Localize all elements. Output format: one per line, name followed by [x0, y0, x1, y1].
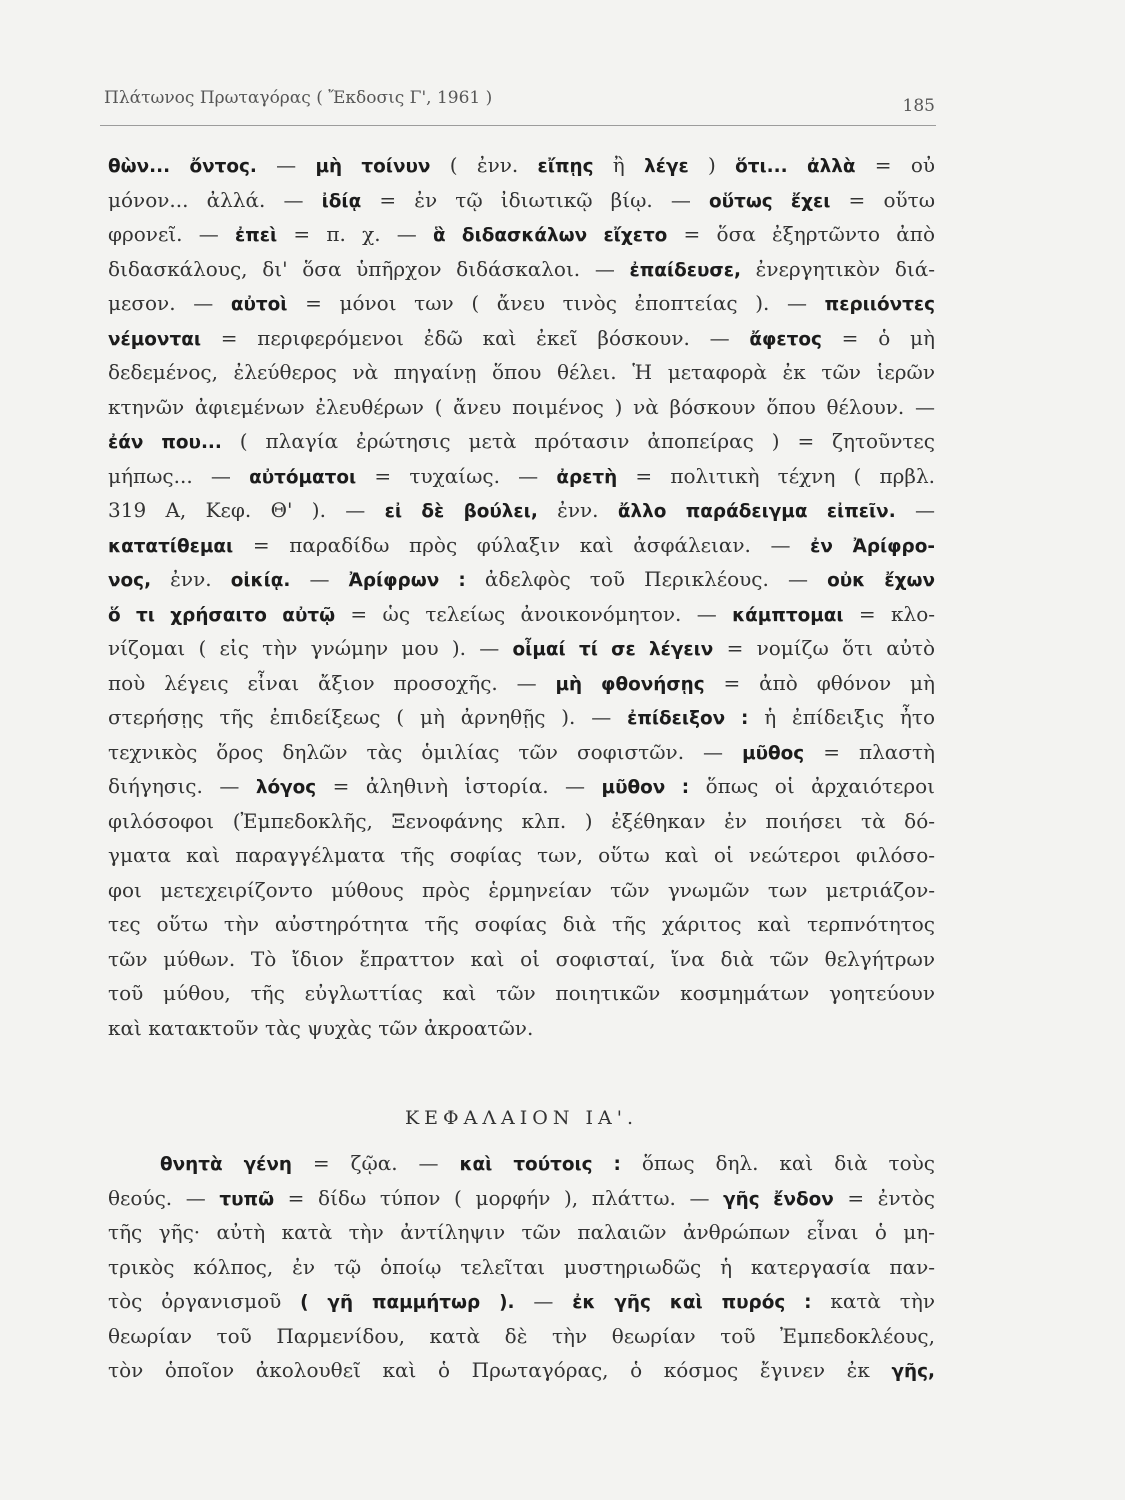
lemma-term: ἐκ γῆς καὶ πυρός :	[572, 1292, 812, 1313]
gloss-text: ἡ ἐπίδειξις ἦτο	[748, 705, 935, 729]
text-line	[108, 1215, 935, 1250]
lemma-term: καὶ τούτοις :	[459, 1154, 621, 1175]
gloss-text: δεδεμένος, ἐλεύθερος νὰ πηγαίνῃ ὅπου θέλει. Ἡ μεταφορὰ ἐκ τῶν ἱερῶν	[108, 360, 935, 384]
gloss-text: μεσον. —	[108, 291, 231, 315]
gloss-text: )	[688, 153, 736, 177]
lemma-term: κατατίθεμαι	[108, 535, 234, 557]
lemma-term: λόγος	[255, 777, 317, 798]
lemma-term: ἄλλο παράδειγμα εἰπεῖν.	[617, 501, 896, 522]
text-line	[108, 666, 935, 701]
line-text	[108, 562, 935, 599]
gloss-text: καὶ κατακτοῦν τὰς ψυχὰς τῶν ἀκροατῶν.	[108, 1015, 534, 1040]
gloss-text: = ὅσα ἐξηρτῶντο ἀπὸ	[667, 222, 935, 246]
lemma-term: ἄφετος	[749, 328, 822, 350]
lemma-term: εἴπῃς	[537, 156, 594, 177]
line-text	[108, 1353, 935, 1390]
line-text	[108, 597, 935, 634]
lemma-term: θνητὰ γένη	[160, 1154, 292, 1175]
line-text	[108, 907, 935, 942]
gloss-text: —	[256, 153, 316, 177]
gloss-text: = πολιτικὴ τέχνη ( πρβλ.	[617, 463, 936, 488]
text-line	[108, 597, 935, 632]
gloss-text: = νομίζω ὅτι αὐτὸ	[713, 636, 935, 660]
line-text	[108, 390, 935, 425]
lemma-term: μὴ φθονήσῃς	[555, 673, 705, 695]
running-title: Πλάτωνος Πρωταγόρας ( Ἔκδοσις Γ', 1961 )	[104, 88, 493, 108]
lemma-term: ( γῆ παμμήτωρ ).	[300, 1292, 515, 1313]
lemma-term: μὴ τοίνυν	[315, 156, 431, 177]
gloss-text: 319 Α, Κεφ. Θ' ). —	[108, 498, 385, 522]
line-text	[108, 321, 935, 358]
line-text	[108, 493, 935, 530]
gloss-text: ὅπως δηλ. καὶ διὰ τοὺς	[620, 1151, 935, 1175]
gloss-text: κατὰ τὴν	[811, 1289, 935, 1313]
gloss-text: τοῦ μύθου, τῆς εὐγλωττίας καὶ τῶν ποιητικῶν κοσμημάτων γοητεύουν	[108, 981, 935, 1005]
line-text	[108, 252, 935, 289]
gloss-text: τεχνικὸς ὅρος δηλῶν τὰς ὁμιλίας τῶν σοφιστῶν. —	[108, 739, 743, 764]
chapter-heading: ΚΕΦΑΛΑΙΟΝ ΙΑ'.	[404, 1107, 639, 1129]
gloss-text: διήγησις. —	[108, 774, 256, 798]
lemma-term: μῦθος	[742, 742, 805, 764]
text-line	[108, 769, 935, 804]
page-number: 185	[902, 96, 935, 116]
line-text	[108, 1215, 935, 1250]
gloss-text: τὸν ὁποῖον ἀκολουθεῖ καὶ ὁ Πρωταγόρας, ὁ κόσμος ἔγινεν ἐκ	[108, 1358, 892, 1382]
text-line	[108, 976, 935, 1011]
commentary-block	[108, 148, 935, 1045]
gloss-text: ἐνν.	[537, 498, 618, 522]
gloss-text: τῆς γῆς· αὐτὴ κατὰ τὴν ἀντίληψιν τῶν παλαιῶν ἀνθρώπων εἶναι ὁ μη-	[108, 1220, 935, 1244]
lemma-term: ἐν Ἀρίφρο-	[810, 535, 935, 557]
gloss-text: φοι μετεχειρίζοντο μύθους πρὸς ἑρμηνείαν τῶν γνωμῶν των μετριάζον-	[108, 877, 935, 902]
line-text	[108, 459, 935, 496]
line-text	[108, 873, 935, 908]
line-text	[160, 1146, 935, 1183]
text-line	[108, 1284, 935, 1319]
running-header	[104, 88, 935, 120]
text-line	[108, 528, 935, 563]
text-line	[108, 735, 935, 770]
text-line	[108, 804, 935, 839]
lemma-term: λέγε	[644, 156, 689, 177]
gloss-text: θεωρίαν τοῦ Παρμενίδου, κατὰ δὲ τὴν θεωρίαν τοῦ Ἐμπεδοκλέους,	[108, 1323, 935, 1348]
gloss-text: —	[514, 1289, 573, 1313]
lemma-term: αὐτόματοι	[249, 466, 357, 488]
text-line	[108, 942, 935, 977]
gloss-text: = οὐ	[855, 153, 936, 177]
gloss-text: ἀδελφὸς τοῦ Περικλέους. —	[465, 567, 828, 591]
gloss-text: ὅπως οἱ ἀρχαιότεροι	[689, 774, 935, 798]
gloss-text: φιλόσοφοι (Ἐμπεδοκλῆς, Ξενοφάνης κλπ. ) ἐξέθηκαν ἐν ποιήσει τὰ δό-	[108, 808, 935, 833]
lemma-term: εἰ δὲ βούλει,	[384, 501, 538, 522]
text-line	[108, 1011, 935, 1046]
text-line	[108, 355, 935, 390]
line-text	[108, 838, 935, 873]
lemma-term: ἐπίδειξον :	[627, 708, 749, 729]
line-text	[108, 769, 935, 806]
lemma-term: ἐάν που...	[108, 432, 222, 453]
gloss-text: ( πλαγία ἐρώτησις μετὰ πρότασιν ἀποπείρας ) = ζητοῦντες	[221, 429, 935, 453]
gloss-text: θεούς. —	[108, 1185, 220, 1210]
text-line	[108, 562, 935, 597]
gloss-text: = οὕτω	[830, 187, 936, 212]
line-text	[108, 1181, 935, 1218]
gloss-text: = π. χ. —	[277, 222, 434, 246]
gloss-text: ( ἐνν.	[430, 153, 538, 177]
text-line	[108, 459, 935, 494]
lemma-term: γῆς,	[891, 1361, 935, 1382]
gloss-text: ἢ	[593, 153, 645, 177]
lemma-term: οὐκ ἔχων	[827, 570, 935, 591]
line-text	[108, 735, 935, 772]
lemma-term: νέμονται	[108, 328, 201, 350]
gloss-text: = ἀληθινὴ ἱστορία. —	[316, 774, 602, 798]
gloss-text: —	[895, 498, 935, 522]
gloss-text: νίζομαι ( εἰς τὴν γνώμην μου ). —	[108, 636, 513, 660]
text-line	[108, 1250, 935, 1285]
lemma-term: Ἀρίφρων :	[348, 570, 466, 591]
text-line	[108, 1353, 935, 1388]
line-text	[108, 286, 935, 323]
gloss-text: φρονεῖ. —	[108, 222, 235, 246]
lemma-term: μῦθον :	[601, 777, 690, 798]
gloss-text: κτηνῶν ἀφιεμένων ἐλευθέρων ( ἄνευ ποιμένος ) νὰ βόσκουν ὅπου θέλουν. —	[108, 394, 935, 419]
text-line	[108, 493, 935, 528]
lemma-term: ἀρετὴ	[556, 466, 618, 488]
lemma-term: γῆς ἔνδον	[723, 1188, 834, 1210]
text-line	[108, 873, 935, 908]
line-text	[108, 1284, 935, 1321]
text-line	[108, 183, 935, 218]
text-line	[108, 1181, 935, 1216]
gloss-text: —	[290, 567, 349, 591]
gloss-text: τρικὸς κόλπος, ἐν τῷ ὁποίῳ τελεῖται μυστηριωδῶς ἡ κατεργασία παν-	[108, 1254, 935, 1279]
text-line	[108, 907, 935, 942]
gloss-text: = ἀπὸ φθόνον μὴ	[704, 670, 935, 695]
lemma-term: οἶμαί τί σε λέγειν	[512, 639, 714, 660]
gloss-text: = μόνοι των ( ἄνευ τινὸς ἐποπτείας ). —	[287, 291, 825, 315]
lemma-term: νος,	[108, 570, 152, 591]
gloss-text: = τυχαίως. —	[356, 463, 557, 488]
gloss-text: = κλο-	[843, 601, 935, 626]
gloss-text: τῶν μύθων. Τὸ ἴδιον ἔπραττον καὶ οἱ σοφισταί, ἵνα διὰ τῶν θελγήτρων	[108, 946, 935, 971]
text-line	[108, 252, 935, 287]
line-text	[108, 148, 935, 185]
lemma-term: περιιόντες	[824, 294, 935, 315]
gloss-text: ἐνεργητικὸν διά-	[740, 256, 935, 281]
text-line	[108, 631, 935, 666]
lemma-term: ἰδίᾳ	[321, 190, 362, 212]
line-text	[108, 424, 935, 461]
gloss-text: στερήσῃς τῆς ἐπιδείξεως ( μὴ ἀρνηθῇς ). —	[108, 705, 628, 729]
text-line	[108, 1319, 935, 1354]
line-text	[108, 183, 935, 220]
gloss-text: γματα καὶ παραγγέλματα τῆς σοφίας των, οὕτω καὶ οἱ νεώτεροι φιλόσο-	[108, 843, 935, 867]
gloss-text: διδασκάλους, δι' ὅσα ὑπῆρχον διδάσκαλοι. —	[108, 256, 630, 281]
gloss-text: = δίδω τύπον ( μορφήν ), πλάττω. —	[274, 1185, 724, 1210]
text-line	[108, 321, 935, 356]
gloss-text: = περιφερόμενοι ἐδῶ καὶ ἐκεῖ βόσκουν. —	[201, 325, 750, 350]
gloss-text: μόνον... ἀλλά. —	[108, 187, 322, 212]
gloss-text: = ζῷα. —	[291, 1151, 460, 1175]
gloss-text: = ἐν τῷ ἰδιωτικῷ βίῳ. —	[361, 187, 710, 212]
lemma-term: ὅτι... ἀλλὰ	[735, 156, 856, 177]
lemma-term: τυπῶ	[219, 1188, 275, 1210]
line-text	[108, 631, 935, 668]
line-text	[108, 528, 935, 565]
gloss-text: ἐνν.	[151, 567, 231, 591]
chapter-commentary-block	[108, 1146, 935, 1388]
text-line	[108, 424, 935, 459]
lemma-term: ἃ διδασκάλων εἴχετο	[433, 225, 668, 246]
gloss-text: τες οὕτω τὴν αὐστηρότητα τῆς σοφίας διὰ τῆς χάριτος καὶ τερπνότητος	[108, 912, 935, 936]
lemma-term: ὅ τι χρήσαιτο αὐτῷ	[108, 604, 336, 626]
line-text	[108, 1011, 533, 1046]
gloss-text: = ὡς τελείως ἀνοικονόμητον. —	[335, 601, 733, 626]
line-text	[108, 1250, 935, 1285]
gloss-text: = παραδίδω πρὸς φύλαξιν καὶ ἀσφάλειαν. —	[233, 532, 811, 557]
lemma-term: ἐπεὶ	[234, 225, 278, 246]
lemma-term: θὼν... ὄντος.	[108, 156, 257, 177]
line-text	[108, 700, 935, 737]
line-text	[108, 942, 935, 977]
text-line	[108, 217, 935, 252]
gloss-text: = ὁ μὴ	[821, 325, 935, 350]
text-line	[108, 390, 935, 425]
text-line	[108, 700, 935, 735]
gloss-text: μήπως... —	[108, 463, 250, 488]
gloss-text: ποὺ λέγεις εἶναι ἄξιον προσοχῆς. —	[108, 670, 556, 695]
lemma-term: ἐπαίδευσε,	[629, 259, 741, 281]
lemma-term: οὕτως ἔχει	[709, 190, 831, 212]
lemma-term: κάμπτομαι	[732, 604, 844, 626]
gloss-text: τὸς ὀργανισμοῦ	[108, 1289, 301, 1313]
line-text	[108, 976, 935, 1011]
line-text	[108, 666, 935, 703]
text-line	[108, 838, 935, 873]
line-text	[108, 1319, 935, 1354]
lemma-term: οἰκίᾳ.	[230, 570, 291, 591]
line-text	[108, 217, 935, 254]
gloss-text: = πλαστὴ	[804, 739, 936, 764]
lemma-term: αὐτοὶ	[230, 294, 288, 315]
text-line	[108, 286, 935, 321]
text-line	[108, 1146, 935, 1181]
line-text	[108, 804, 935, 839]
line-text	[108, 355, 935, 390]
gloss-text: = ἐντὸς	[833, 1185, 935, 1210]
text-line	[108, 148, 935, 183]
header-rule	[100, 125, 936, 126]
